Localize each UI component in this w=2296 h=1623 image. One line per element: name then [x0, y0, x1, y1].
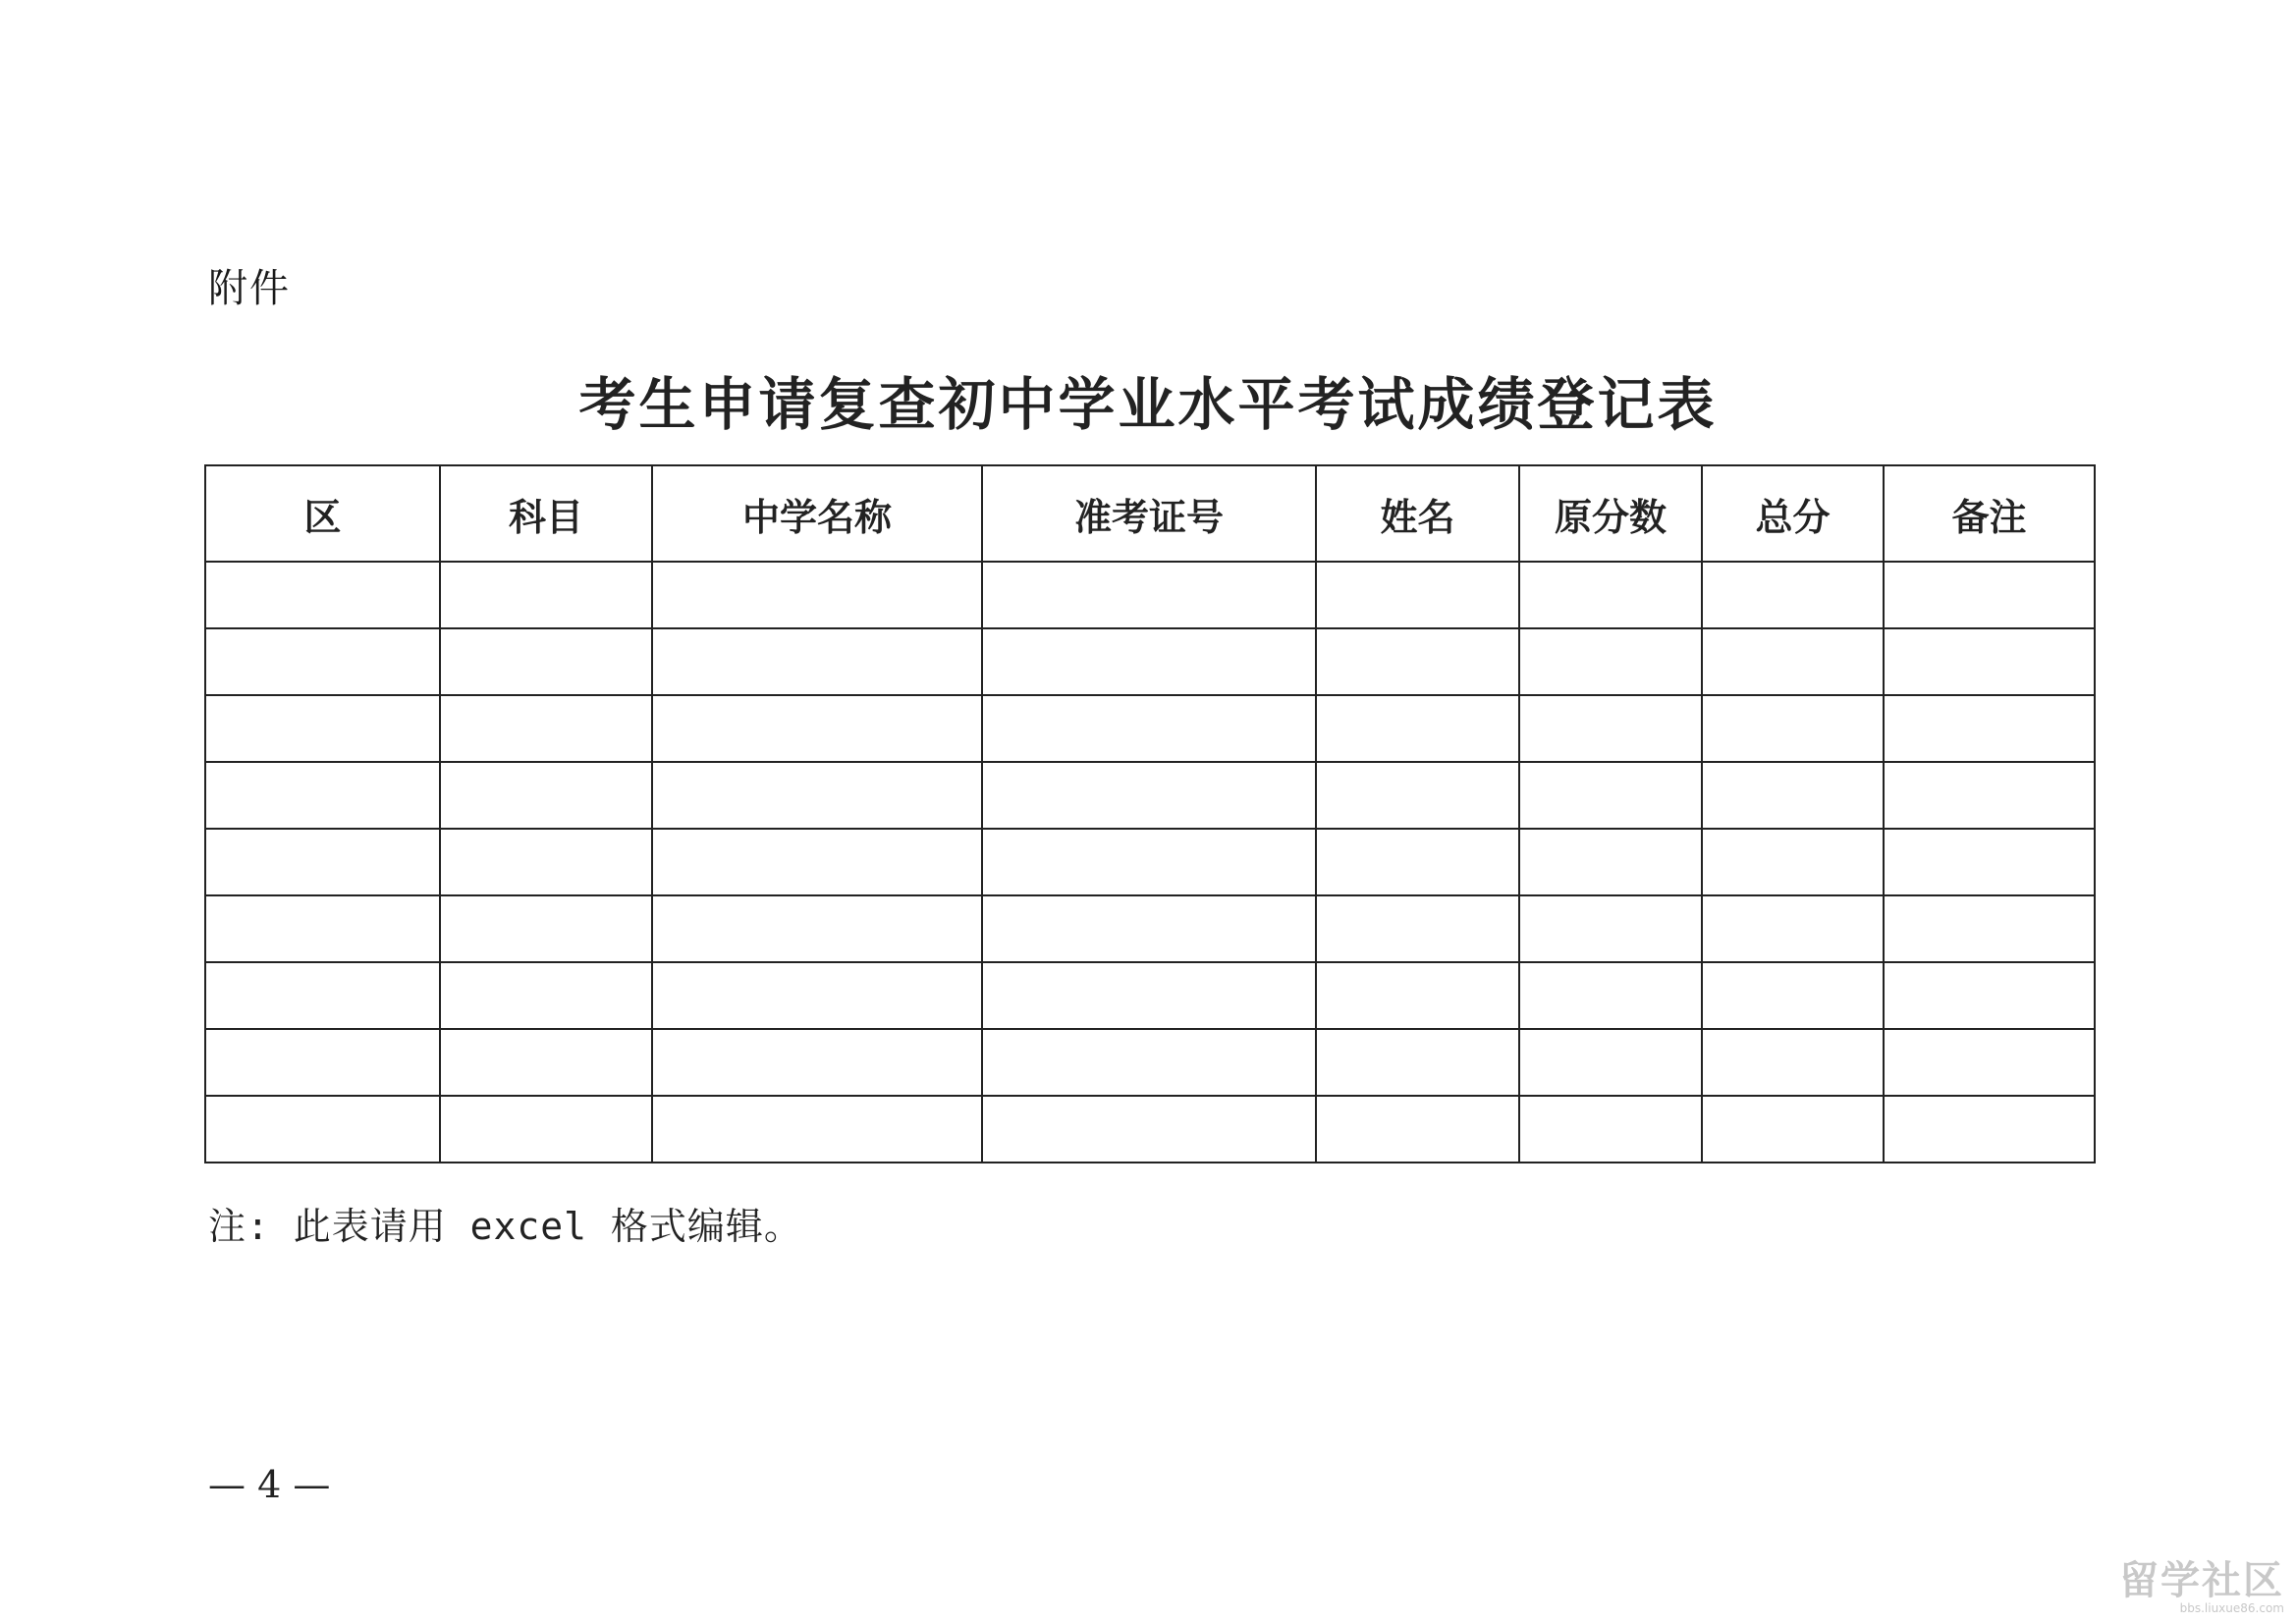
table-cell: [652, 1096, 982, 1163]
table-cell: [652, 962, 982, 1029]
table-cell: [1884, 962, 2095, 1029]
watermark-main-text: 留学社区: [2119, 1558, 2284, 1603]
page-number: — 4 —: [208, 1463, 331, 1506]
table-cell: [440, 895, 652, 962]
table-cell: [440, 628, 652, 695]
attachment-label: 附件: [208, 266, 291, 311]
watermark-url-text: bbs.liuxue86.com: [2179, 1601, 2284, 1615]
table-row: [205, 628, 2095, 695]
table-note: 注: 此表请用 excel 格式编辑。: [208, 1205, 802, 1248]
table-cell: [440, 762, 652, 829]
table-cell: [1702, 628, 1884, 695]
table-cell: [1316, 962, 1519, 1029]
table-cell: [1316, 628, 1519, 695]
table-cell: [1884, 829, 2095, 895]
table-row: [205, 895, 2095, 962]
table-cell: [652, 829, 982, 895]
table-cell: [440, 1096, 652, 1163]
table-cell: [652, 1029, 982, 1096]
table-row: [205, 962, 2095, 1029]
table-body: [205, 562, 2095, 1163]
table-row: [205, 695, 2095, 762]
table-cell: [1519, 762, 1702, 829]
table-cell: [1316, 1096, 1519, 1163]
table-cell: [1316, 762, 1519, 829]
table-row: [205, 762, 2095, 829]
table-cell: [1702, 1029, 1884, 1096]
header-name: 姓名: [1316, 465, 1519, 562]
header-total-score: 总分: [1702, 465, 1884, 562]
table-cell: [982, 895, 1316, 962]
table-cell: [205, 762, 440, 829]
table-cell: [205, 962, 440, 1029]
table-cell: [1316, 895, 1519, 962]
table-cell: [1519, 628, 1702, 695]
table-cell: [1884, 1029, 2095, 1096]
table-cell: [205, 1096, 440, 1163]
table-cell: [1884, 895, 2095, 962]
table-cell: [982, 562, 1316, 628]
header-school-name: 中学名称: [652, 465, 982, 562]
table-cell: [205, 562, 440, 628]
table-cell: [982, 762, 1316, 829]
table-header-row: [205, 465, 2095, 562]
table-cell: [1519, 962, 1702, 1029]
table-cell: [652, 628, 982, 695]
table-cell: [440, 695, 652, 762]
table-row: [205, 562, 2095, 628]
table-cell: [1702, 1096, 1884, 1163]
table-cell: [1884, 562, 2095, 628]
score-registration-table: [204, 464, 2096, 1163]
table-cell: [982, 1096, 1316, 1163]
table-cell: [1519, 562, 1702, 628]
table-cell: [1316, 695, 1519, 762]
table-cell: [1316, 562, 1519, 628]
table-row: [205, 829, 2095, 895]
header-remarks: 备注: [1884, 465, 2095, 562]
table-cell: [1519, 829, 1702, 895]
table-cell: [1702, 962, 1884, 1029]
table-cell: [440, 562, 652, 628]
table-cell: [1702, 829, 1884, 895]
table-cell: [652, 562, 982, 628]
table-row: [205, 1029, 2095, 1096]
table-cell: [1702, 562, 1884, 628]
table-row: [205, 1096, 2095, 1163]
table-cell: [1884, 628, 2095, 695]
table-cell: [652, 762, 982, 829]
table-cell: [205, 695, 440, 762]
table-cell: [1884, 695, 2095, 762]
header-subject: 科目: [440, 465, 652, 562]
table-cell: [1884, 1096, 2095, 1163]
table-cell: [205, 1029, 440, 1096]
table-cell: [1702, 762, 1884, 829]
table-cell: [1702, 895, 1884, 962]
table-cell: [1519, 695, 1702, 762]
table-cell: [205, 628, 440, 695]
table-cell: [205, 829, 440, 895]
header-district: 区: [205, 465, 440, 562]
table-cell: [1519, 895, 1702, 962]
score-registration-table-wrapper: [204, 464, 2094, 1163]
header-admission-number: 准考证号: [982, 465, 1316, 562]
document-title: 考生申请复查初中学业水平考试成绩登记表: [578, 371, 1718, 438]
table-cell: [982, 829, 1316, 895]
table-cell: [1519, 1096, 1702, 1163]
table-cell: [652, 695, 982, 762]
table-cell: [982, 1029, 1316, 1096]
table-cell: [1884, 762, 2095, 829]
table-cell: [1316, 1029, 1519, 1096]
table-cell: [1316, 829, 1519, 895]
watermark-logo: [2119, 1560, 2284, 1615]
table-cell: [1702, 695, 1884, 762]
header-original-score: 原分数: [1519, 465, 1702, 562]
table-cell: [440, 829, 652, 895]
table-cell: [982, 628, 1316, 695]
table-cell: [982, 695, 1316, 762]
table-cell: [440, 962, 652, 1029]
table-cell: [652, 895, 982, 962]
table-cell: [440, 1029, 652, 1096]
table-cell: [982, 962, 1316, 1029]
table-cell: [1519, 1029, 1702, 1096]
table-cell: [205, 895, 440, 962]
